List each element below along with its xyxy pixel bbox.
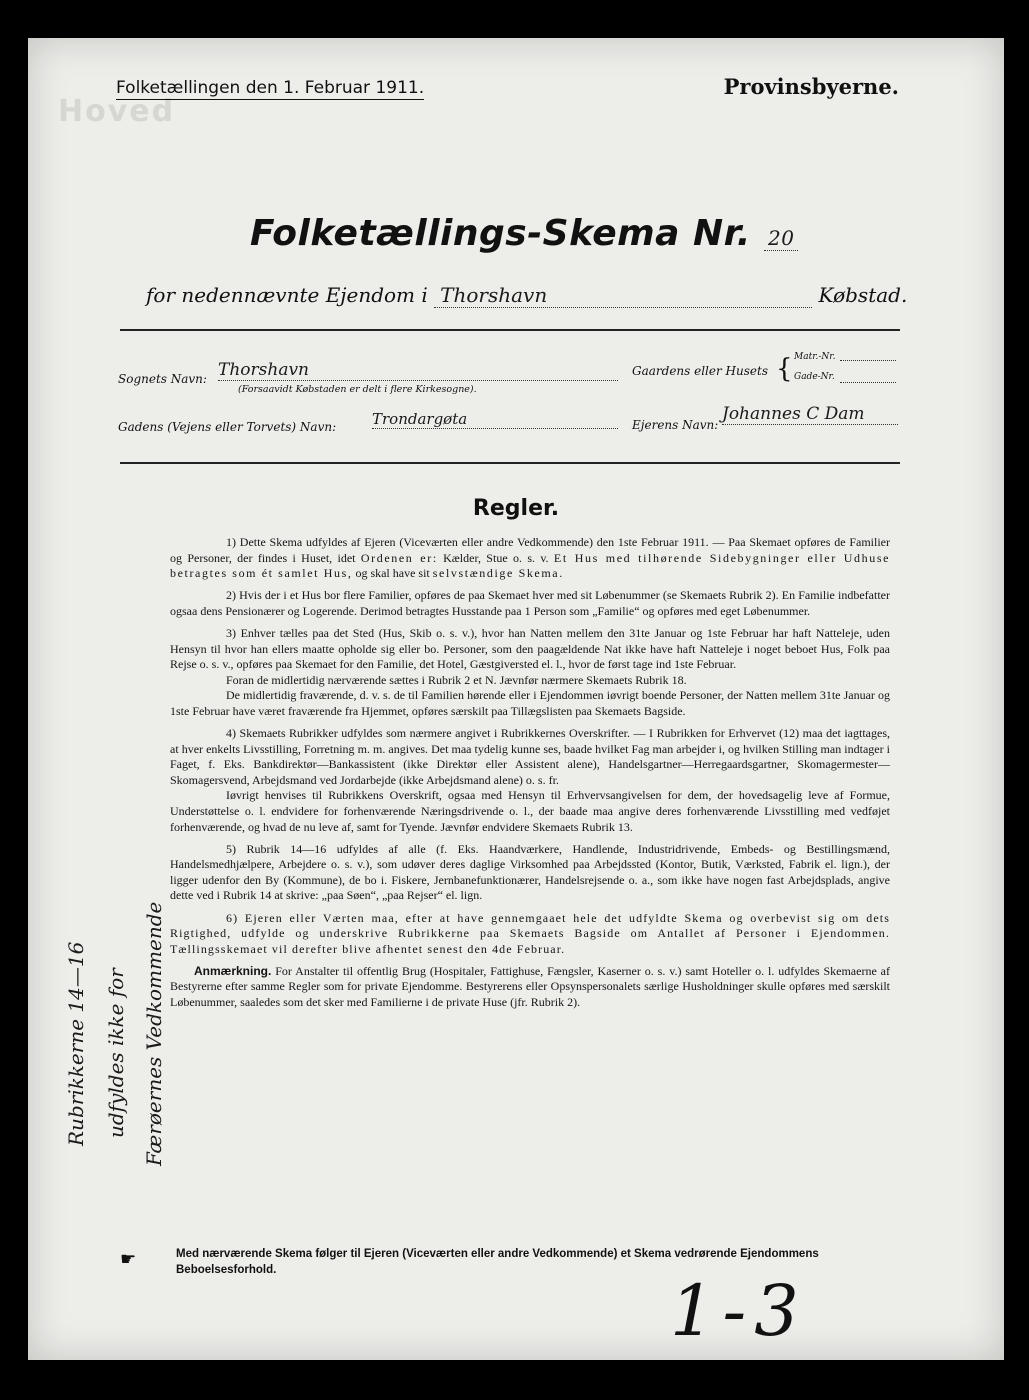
top-divider <box>120 329 900 331</box>
matr-label: Matr.-Nr. <box>794 352 836 362</box>
form-title <box>250 213 798 254</box>
margin-note-line-1: Rubrikkerne 14—16 <box>64 941 88 1146</box>
pointing-hand-icon: ☛ <box>120 1249 137 1270</box>
rule-3-absent: De midlertidig fraværende, d. v. s. de til Familien hørende eller i Ejendommen iøvrigt boende Personer, der Natten mellem 31te Januar og 1ste Februar have været fraværende fra Hjemmet, opføres særskilt paa Tillægslisten paa Skemaets Bagside. <box>170 688 890 718</box>
handwritten-range: 1-3 <box>670 1270 807 1352</box>
bottom-divider <box>120 462 900 464</box>
parish-value: Thorshavn <box>218 360 618 381</box>
rule-4-further: Iøvrigt henvises til Rubrikkens Overskrift, ogsaa med Hensyn til Erhvervsangivelsen for dem, der hovedsagelig leve af Formue, Understøttelse o. l. endvidere for forhenværende Næringsdrivende o. l., der baade maa angive deres forhenværende Livsstilling med vedføjet forhenværende, og hvad de nu leve af, samt for Tyende. Jævnfør endvidere Skemaets Rubrik 13. <box>170 788 890 834</box>
property-line <box>146 283 907 308</box>
owner-value: Johannes C Dam <box>722 404 898 425</box>
street-value: Trondargøta <box>372 410 618 429</box>
rule-2: 2) Hvis der i et Hus bor flere Familier, opføres de paa Skemaet hver med sit Løbenummer (se Skemaets Rubrik 2). En Familie indbefatter ogsaa dens Pensionærer og Logerende. Derimod betragtes Husstande paa 1 Person som „Familie“ og opføres med eget Løbenummer. <box>170 588 890 618</box>
footer-notice: Med nærværende Skema følger til Ejeren (Viceværten eller andre Vedkommende) et Skema vedrørende Ejendommens Beboelsesforhold. <box>176 1248 819 1276</box>
margin-note-line-2: udfyldes ikke for <box>104 968 128 1138</box>
bleed-through-text: Hoved <box>58 94 176 129</box>
margin-note-line-3: Færøernes Vedkommende <box>142 901 166 1166</box>
property-suffix: Købstad. <box>818 283 908 307</box>
census-form-page <box>28 38 1004 1360</box>
census-date-header: Folketællingen den 1. Februar 1911. <box>116 78 425 98</box>
region-header: Provinsbyerne. <box>723 74 899 99</box>
street-label: Gadens (Vejens eller Torvets) Navn: <box>118 420 337 434</box>
matr-field <box>840 360 896 361</box>
rule-4: 4) Skemaets Rubrikker udfyldes som nærmere angivet i Rubrikkernes Overskrifter. — I Rubrikken for Erhvervet (12) maa det iagttages, at hver enkelts Livsstilling, Forretning m. m. angives. Det maa tydelig kunne ses, baade hvilket Fag man arbejder i, og hvilken Stilling man indtager i Faget, f. Eks. Bankdirektør—Bankassistent (ikke Direktør eller Assistent alene), Handelsgartner—Herregaardsgartner, Skomagermester—Skomagersvend, Arbejdsmand ved Jordarbejde (ikke Arbejdsmand alene) o. s. fr. <box>170 726 890 787</box>
house-label: Gaardens eller Husets <box>632 364 768 378</box>
gade-label: Gade-Nr. <box>794 372 835 382</box>
parish-label: Sognets Navn: <box>118 372 207 386</box>
remark <box>170 964 890 1011</box>
rules-body <box>170 535 890 1017</box>
form-title-text: Folketællings-Skema Nr. <box>250 213 751 254</box>
remark-text: For Anstalter til offentlig Brug (Hospitaler, Fattighuse, Fængsler, Kaserner o. s. v.) samt Hoteller o. l. udfyldes Skemaerne af Bestyrerne efter samme Regler som for private Ejendomme. Bestyrerens eller Opsynspersonalets særlige Husholdninger skulle opføres med særskilt Løbenummer, saaledes som det sker med Familierne i de private Huse (jfr. Rubrik 2). <box>170 963 891 1010</box>
house-brace: { <box>776 354 793 384</box>
rule-1: 1) Dette Skema udfyldes af Ejeren (Viceværten eller andre Vedkommende) den 1ste Februar 1911. — Paa Skemaet opføres de Familier og Personer, der findes i Huset, idet Ordenen er: Kælder, Stue o. s. v. Et Hus med tilhørende Sidebygninger eller Udhuse betragtes som ét samlet Hus, og skal have sit selvstændige Skema. <box>170 535 891 581</box>
rule-3: 3) Enhver tælles paa det Sted (Hus, Skib o. s. v.), hvor han Natten mellem den 31te Januar og 1ste Februar har haft Natteleje, uden Hensyn til hvor han ellers maatte opholde sig eller bo. Personer, som den paagældende Nat ikke have haft Natteleje i noget beboet Hus, Folk paa Rejse o. s. v., opføres paa Skemaet for den Familie, det Hotel, Gæstgiversted el. l., hvor de først tage ind 1ste Februar. <box>170 625 890 672</box>
rules-heading: Regler. <box>472 496 560 521</box>
parish-note: (Forsaavidt Købstaden er delt i flere Kirkesogne). <box>238 384 477 395</box>
rule-5: 5) Rubrik 14—16 udfyldes af alle (f. Eks. Haandværkere, Handlende, Industridrivende, Embeds- og Bestillingsmænd, Handelsmedhjælpere, Arbejdere o. s. v.), som udøver deres daglige Virksomhed paa Arbejdssted (Kontor, Butik, Værksted, Fabrik el. lign.), der ligger udenfor den By (Kommune), de bo i. Fiskere, Jernbanefunktionærer, Handelsrejsende o. a., som ikke have nogen fast Arbejdsplads, angive dette ved i Rubrik 14 at skrive: „paa Søen“, „paa Rejser“ el. lign. <box>170 841 890 903</box>
property-prefix: for nedennævnte Ejendom i <box>146 283 428 307</box>
rule-6: 6) Ejeren eller Værten maa, efter at have gennemgaaet hele det udfyldte Skema og overbevist sig om dets Rigtighed, udfylde og underskrive Rubrikkerne paa Skemaets Bagside om Antallet af Personer i Ejendommen. Tællingsskemaet vil derefter blive afhentet senest den 4de Februar. <box>170 910 890 956</box>
gade-field <box>840 382 896 383</box>
rule-3-foreign: Foran de midlertidig nærværende sættes i Rubrik 2 et N. Jævnfør nærmere Skemaets Rubrik 18. <box>226 672 687 687</box>
town-value: Thorshavn <box>434 283 812 308</box>
owner-label: Ejerens Navn: <box>632 418 719 432</box>
remark-label: Anmærkning. <box>194 963 272 978</box>
form-number: 20 <box>764 226 798 251</box>
